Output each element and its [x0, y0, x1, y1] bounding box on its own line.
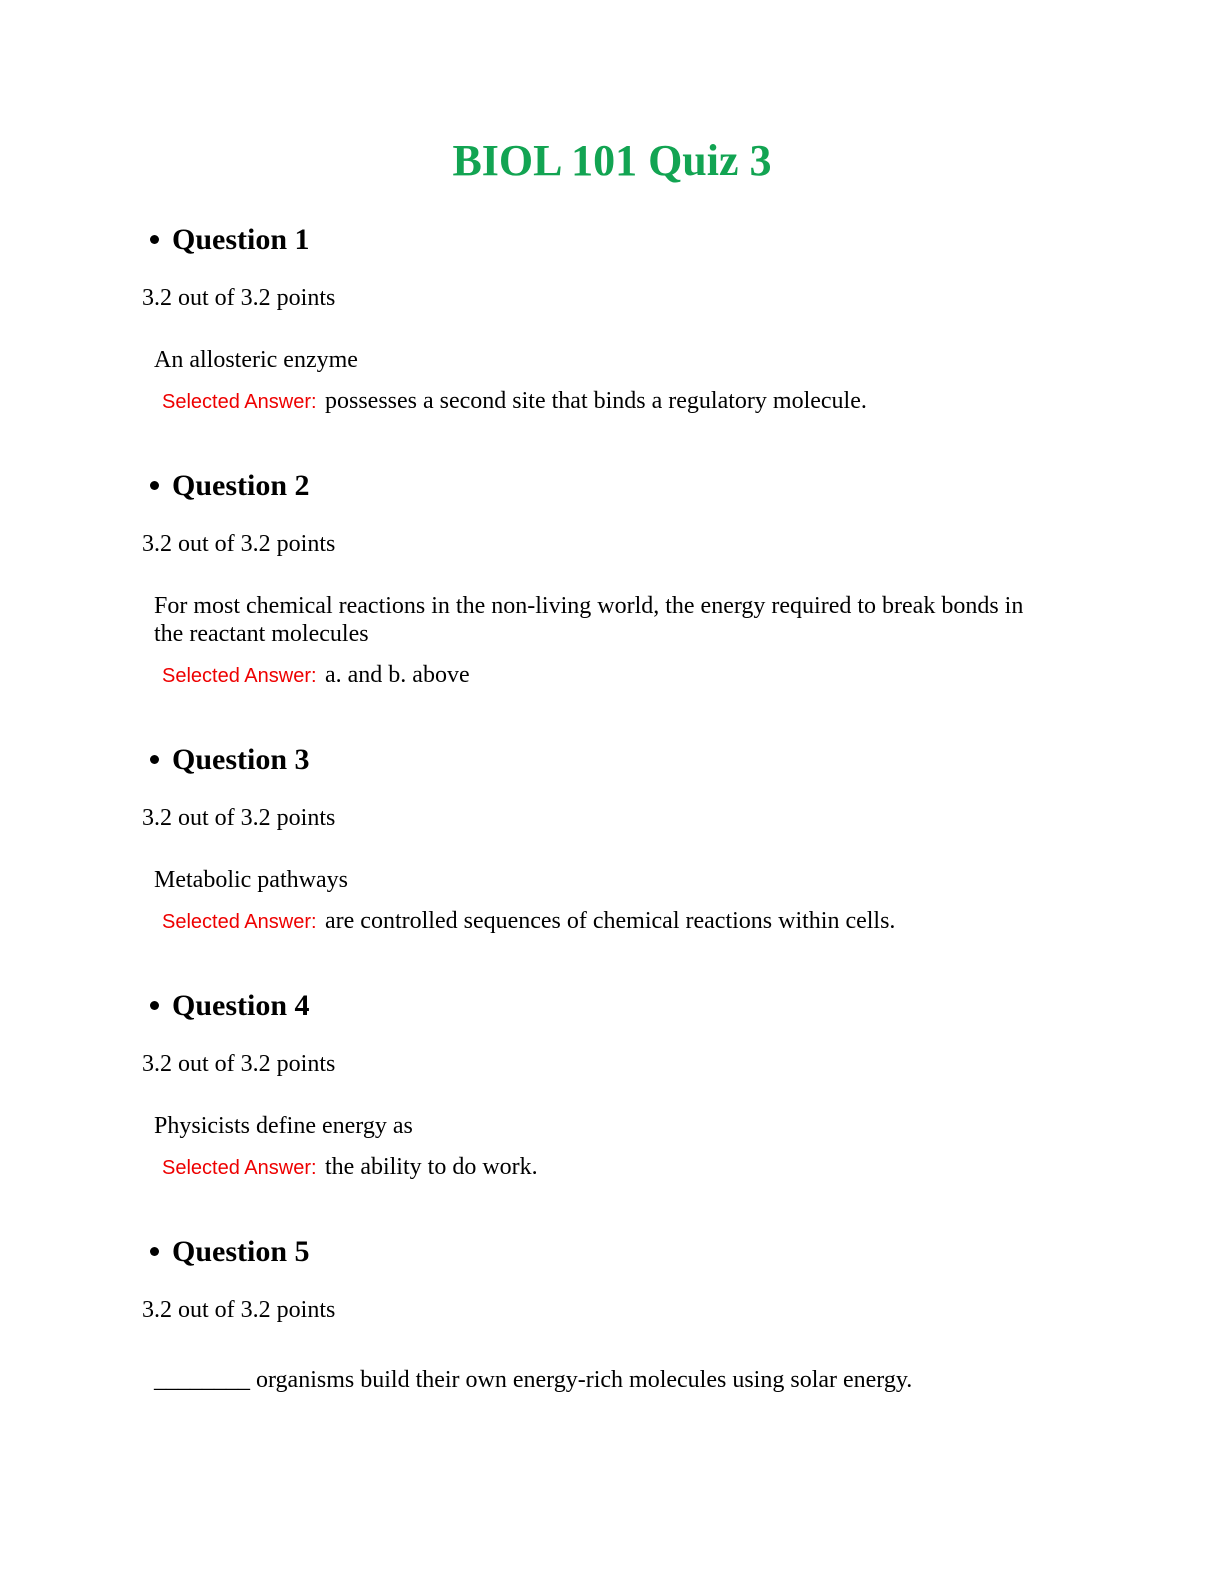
selected-answer-text: are controlled sequences of chemical reactions within cells.	[325, 907, 896, 934]
question-heading-row	[150, 987, 1224, 1025]
question-text	[154, 1366, 1034, 1394]
selected-answer-row	[162, 1152, 1224, 1182]
points-line: 3.2 out of 3.2 points	[142, 1050, 336, 1077]
points-line: 3.2 out of 3.2 points	[142, 284, 336, 311]
question-block	[0, 741, 1224, 936]
points-line: 3.2 out of 3.2 points	[142, 1296, 336, 1323]
question-heading-row	[150, 1233, 1224, 1271]
selected-answer-label: Selected Answer:	[162, 910, 317, 933]
question-text	[154, 1112, 1034, 1140]
question-heading-row	[150, 221, 1224, 259]
selected-answer-label: Selected Answer:	[162, 664, 317, 687]
bullet-icon	[150, 1001, 159, 1010]
question-heading-row	[150, 467, 1224, 505]
bullet-icon	[150, 235, 159, 244]
question-heading: Question 2	[172, 468, 310, 502]
question-text-line: Metabolic pathways	[154, 866, 348, 893]
question-text	[154, 866, 1034, 894]
question-block	[0, 467, 1224, 690]
question-text-line: ________ organisms build their own energy-rich molecules using solar energy.	[154, 1366, 913, 1393]
selected-answer-text: the ability to do work.	[325, 1153, 538, 1180]
question-heading: Question 1	[172, 222, 310, 256]
bullet-icon	[150, 755, 159, 764]
question-block	[0, 1233, 1224, 1394]
question-heading: Question 3	[172, 742, 310, 776]
bullet-icon	[150, 481, 159, 490]
bullet-icon	[150, 1247, 159, 1256]
question-block	[0, 987, 1224, 1182]
selected-answer-row	[162, 660, 1224, 690]
selected-answer-text: a. and b. above	[325, 661, 470, 688]
page-title: BIOL 101 Quiz 3	[452, 136, 772, 185]
selected-answer-label: Selected Answer:	[162, 390, 317, 413]
selected-answer-label: Selected Answer:	[162, 1156, 317, 1179]
question-text-line: For most chemical reactions in the non-living world, the energy required to break bonds in	[154, 592, 1024, 619]
points-line: 3.2 out of 3.2 points	[142, 804, 336, 831]
question-heading: Question 5	[172, 1234, 310, 1268]
question-text-line: An allosteric enzyme	[154, 346, 358, 373]
question-text-line: Physicists define energy as	[154, 1112, 413, 1139]
question-text	[154, 346, 1034, 374]
question-heading-row	[150, 741, 1224, 779]
selected-answer-row	[162, 906, 1224, 936]
question-text	[154, 592, 1034, 648]
points-line: 3.2 out of 3.2 points	[142, 530, 336, 557]
question-text-line: the reactant molecules	[154, 620, 369, 647]
selected-answer-text: possesses a second site that binds a regulatory molecule.	[325, 387, 867, 414]
selected-answer-row	[162, 386, 1224, 416]
question-block	[0, 221, 1224, 416]
question-heading: Question 4	[172, 988, 310, 1022]
